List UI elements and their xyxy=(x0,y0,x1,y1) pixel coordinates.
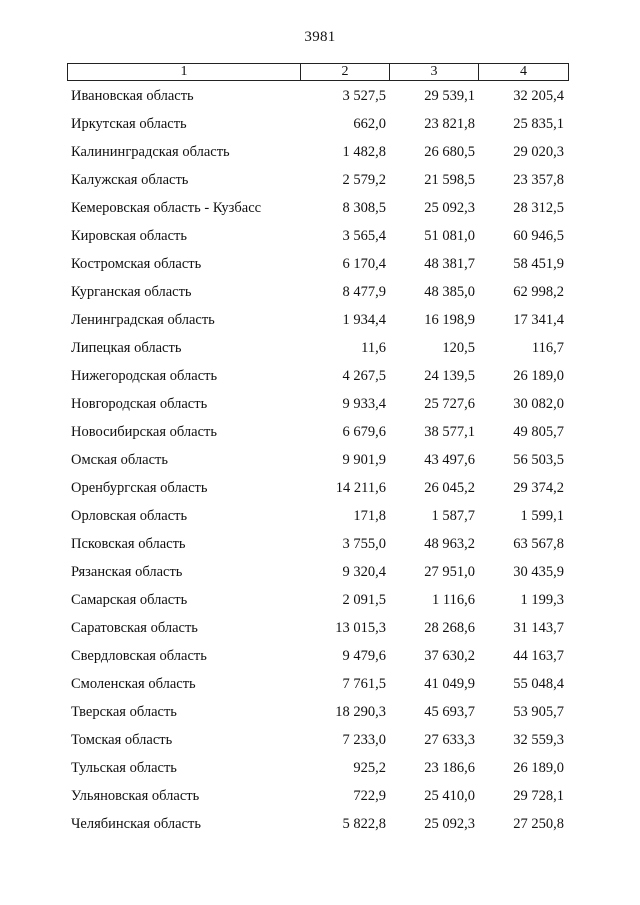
column-2-cell: 171,8 xyxy=(353,507,386,524)
table-row xyxy=(67,446,569,474)
column-3-cell: 45 693,7 xyxy=(424,703,475,720)
column-3-cell: 23 821,8 xyxy=(424,115,475,132)
column-3-cell: 48 963,2 xyxy=(424,535,475,552)
column-3-cell: 43 497,6 xyxy=(424,451,475,468)
table-row xyxy=(67,782,569,810)
region-name-cell: Псковская область xyxy=(71,535,186,552)
region-name-cell: Тверская область xyxy=(71,703,177,720)
region-name-cell: Костромская область xyxy=(71,255,202,272)
column-4-cell: 31 143,7 xyxy=(513,619,564,636)
region-name-cell: Ленинградская область xyxy=(71,311,215,328)
column-2-cell: 925,2 xyxy=(353,759,386,776)
region-name-cell: Нижегородская область xyxy=(71,367,218,384)
table-row xyxy=(67,698,569,726)
column-3-cell: 120,5 xyxy=(442,339,475,356)
region-name-cell: Смоленская область xyxy=(71,675,196,692)
region-name-cell: Оренбургская область xyxy=(71,479,208,496)
column-3-cell: 51 081,0 xyxy=(424,227,475,244)
column-2-cell: 6 170,4 xyxy=(342,255,386,272)
column-4-cell: 26 189,0 xyxy=(513,367,564,384)
region-name-cell: Самарская область xyxy=(71,591,188,608)
column-header-2: 2 xyxy=(301,64,390,80)
column-2-cell: 722,9 xyxy=(353,787,386,804)
column-3-cell: 38 577,1 xyxy=(424,423,475,440)
column-4-cell: 1 599,1 xyxy=(520,507,564,524)
column-3-cell: 29 539,1 xyxy=(424,87,475,104)
table-row xyxy=(67,110,569,138)
column-3-cell: 16 198,9 xyxy=(424,311,475,328)
region-name-cell: Кемеровская область - Кузбасс xyxy=(71,199,262,216)
column-3-cell: 25 092,3 xyxy=(424,199,475,216)
table-row xyxy=(67,474,569,502)
table-body xyxy=(67,82,569,838)
column-2-cell: 5 822,8 xyxy=(342,815,386,832)
table-row xyxy=(67,390,569,418)
column-4-cell: 27 250,8 xyxy=(513,815,564,832)
column-2-cell: 6 679,6 xyxy=(342,423,386,440)
column-2-cell: 2 579,2 xyxy=(342,171,386,188)
column-4-cell: 29 020,3 xyxy=(513,143,564,160)
column-3-cell: 48 385,0 xyxy=(424,283,475,300)
column-4-cell: 29 728,1 xyxy=(513,787,564,804)
column-3-cell: 27 951,0 xyxy=(424,563,475,580)
column-4-cell: 44 163,7 xyxy=(513,647,564,664)
column-2-cell: 9 933,4 xyxy=(342,395,386,412)
column-2-cell: 8 308,5 xyxy=(342,199,386,216)
column-4-cell: 30 435,9 xyxy=(513,563,564,580)
column-2-cell: 3 527,5 xyxy=(342,87,386,104)
table-row xyxy=(67,810,569,838)
column-3-cell: 25 092,3 xyxy=(424,815,475,832)
column-2-cell: 3 755,0 xyxy=(342,535,386,552)
column-3-cell: 1 116,6 xyxy=(432,591,475,608)
region-name-cell: Тульская область xyxy=(71,759,177,776)
column-3-cell: 48 381,7 xyxy=(424,255,475,272)
region-name-cell: Рязанская область xyxy=(71,563,183,580)
column-4-cell: 116,7 xyxy=(531,339,564,356)
column-2-cell: 9 901,9 xyxy=(342,451,386,468)
column-4-cell: 29 374,2 xyxy=(513,479,564,496)
table-row xyxy=(67,614,569,642)
region-name-cell: Челябинская область xyxy=(71,815,201,832)
table-row xyxy=(67,194,569,222)
column-2-cell: 7 761,5 xyxy=(342,675,386,692)
column-4-cell: 1 199,3 xyxy=(520,591,564,608)
column-2-cell: 14 211,6 xyxy=(335,479,386,496)
column-3-cell: 25 727,6 xyxy=(424,395,475,412)
region-name-cell: Новгородская область xyxy=(71,395,208,412)
column-3-cell: 41 049,9 xyxy=(424,675,475,692)
column-3-cell: 28 268,6 xyxy=(424,619,475,636)
column-2-cell: 3 565,4 xyxy=(342,227,386,244)
table-row xyxy=(67,250,569,278)
column-4-cell: 60 946,5 xyxy=(513,227,564,244)
column-4-cell: 17 341,4 xyxy=(513,311,564,328)
column-2-cell: 7 233,0 xyxy=(342,731,386,748)
column-4-cell: 28 312,5 xyxy=(513,199,564,216)
column-header-4: 4 xyxy=(520,64,527,79)
table-row xyxy=(67,558,569,586)
column-4-cell: 58 451,9 xyxy=(513,255,564,272)
column-header-3: 3 xyxy=(390,64,479,80)
column-4-cell: 32 559,3 xyxy=(513,731,564,748)
column-2-cell: 13 015,3 xyxy=(335,619,386,636)
region-name-cell: Ульяновская область xyxy=(71,787,200,804)
table-row xyxy=(67,138,569,166)
column-4-cell: 26 189,0 xyxy=(513,759,564,776)
region-name-cell: Орловская область xyxy=(71,507,188,524)
column-3-cell: 1 587,7 xyxy=(431,507,475,524)
region-name-cell: Кировская область xyxy=(71,227,188,244)
column-4-cell: 30 082,0 xyxy=(513,395,564,412)
column-2-cell: 11,6 xyxy=(361,339,386,356)
column-2-cell: 1 482,8 xyxy=(342,143,386,160)
column-2-cell: 8 477,9 xyxy=(342,283,386,300)
column-3-cell: 37 630,2 xyxy=(424,647,475,664)
column-2-cell: 18 290,3 xyxy=(335,703,386,720)
column-4-cell: 55 048,4 xyxy=(513,675,564,692)
region-name-cell: Иркутская область xyxy=(71,115,187,132)
table-row xyxy=(67,166,569,194)
region-name-cell: Курганская область xyxy=(71,283,192,300)
region-name-cell: Томская область xyxy=(71,731,173,748)
column-2-cell: 9 320,4 xyxy=(342,563,386,580)
column-2-cell: 662,0 xyxy=(353,115,386,132)
region-name-cell: Омская область xyxy=(71,451,168,468)
column-header-1: 1 xyxy=(68,64,301,80)
table-row xyxy=(67,642,569,670)
column-3-cell: 26 680,5 xyxy=(424,143,475,160)
table-row xyxy=(67,362,569,390)
column-2-cell: 1 934,4 xyxy=(342,311,386,328)
table-row xyxy=(67,82,569,110)
region-name-cell: Калининградская область xyxy=(71,143,230,160)
column-3-cell: 26 045,2 xyxy=(424,479,475,496)
region-name-cell: Калужская область xyxy=(71,171,189,188)
region-name-cell: Саратовская область xyxy=(71,619,198,636)
column-4-cell: 62 998,2 xyxy=(513,283,564,300)
table-row xyxy=(67,502,569,530)
column-2-cell: 4 267,5 xyxy=(342,367,386,384)
table-row xyxy=(67,222,569,250)
region-name-cell: Липецкая область xyxy=(71,339,182,356)
region-name-cell: Ивановская область xyxy=(71,87,194,104)
column-4-cell: 56 503,5 xyxy=(513,451,564,468)
column-4-cell: 32 205,4 xyxy=(513,87,564,104)
column-4-cell: 53 905,7 xyxy=(513,703,564,720)
table-row xyxy=(67,726,569,754)
table-row xyxy=(67,530,569,558)
column-header-row xyxy=(67,63,569,81)
table-row xyxy=(67,334,569,362)
column-4-cell: 25 835,1 xyxy=(513,115,564,132)
table-row xyxy=(67,306,569,334)
column-4-cell: 23 357,8 xyxy=(513,171,564,188)
column-3-cell: 21 598,5 xyxy=(424,171,475,188)
column-3-cell: 27 633,3 xyxy=(424,731,475,748)
page-number: 3981 xyxy=(304,29,336,45)
table-row xyxy=(67,586,569,614)
column-3-cell: 24 139,5 xyxy=(424,367,475,384)
column-2-cell: 9 479,6 xyxy=(342,647,386,664)
column-4-cell: 63 567,8 xyxy=(513,535,564,552)
table-row xyxy=(67,418,569,446)
region-name-cell: Свердловская область xyxy=(71,647,207,664)
table-row xyxy=(67,670,569,698)
table-row xyxy=(67,754,569,782)
region-name-cell: Новосибирская область xyxy=(71,423,217,440)
column-3-cell: 23 186,6 xyxy=(424,759,475,776)
table-row xyxy=(67,278,569,306)
column-2-cell: 2 091,5 xyxy=(342,591,386,608)
column-4-cell: 49 805,7 xyxy=(513,423,564,440)
column-3-cell: 25 410,0 xyxy=(424,787,475,804)
